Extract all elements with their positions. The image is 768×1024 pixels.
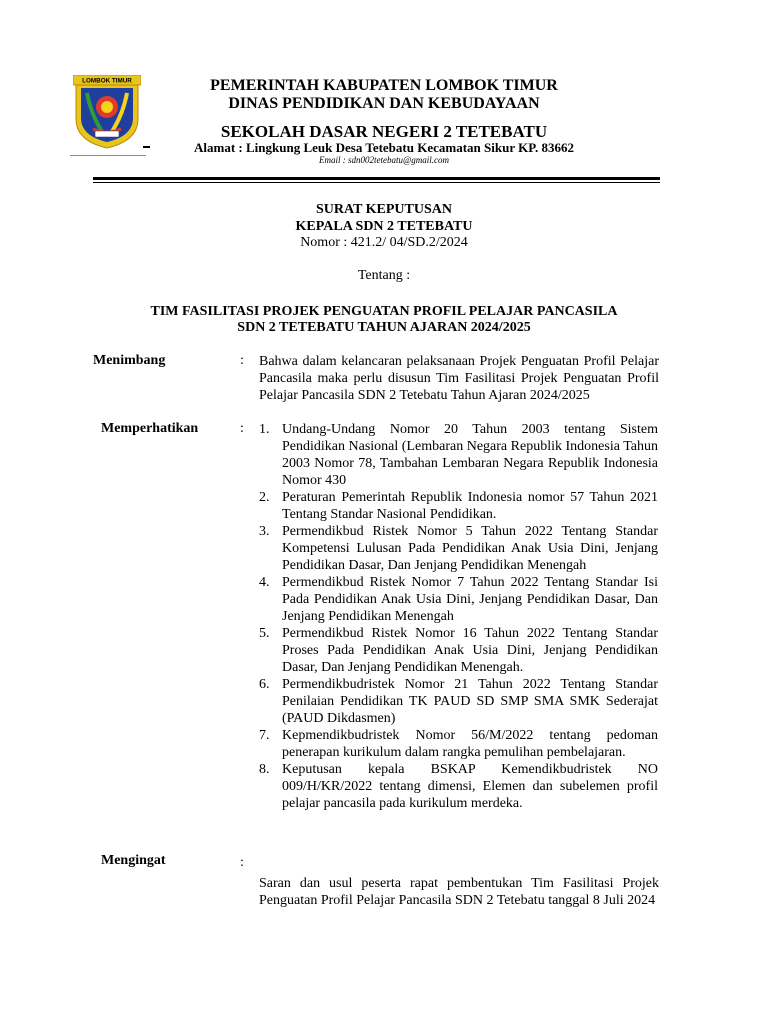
list-item-number: 5. bbox=[259, 626, 270, 641]
list-item bbox=[259, 574, 658, 625]
department-name: DINAS PENDIDIKAN DAN KEBUDAYAAN bbox=[228, 95, 540, 112]
document-number: Nomor : 421.2/ 04/SD.2/2024 bbox=[300, 235, 468, 250]
list-item-number: 2. bbox=[259, 490, 270, 505]
letterhead-divider-thin bbox=[93, 182, 660, 183]
government-name: PEMERINTAH KABUPATEN LOMBOK TIMUR bbox=[210, 77, 558, 94]
list-item-text: Permendikbud Ristek Nomor 7 Tahun 2022 Tentang Standar Isi Pada Pendidikan Anak Usia Dini, Jenjang Pendidikan Dasar, Dan Jenjang Pendidikan Menengah bbox=[282, 575, 658, 624]
list-item-number: 3. bbox=[259, 524, 270, 539]
list-item-number: 4. bbox=[259, 575, 270, 590]
list-item-number: 6. bbox=[259, 677, 270, 692]
mengingat-colon: : bbox=[240, 855, 244, 870]
list-item-number: 7. bbox=[259, 728, 270, 743]
list-item-number: 1. bbox=[259, 422, 270, 437]
list-item-number: 8. bbox=[259, 762, 270, 777]
letterhead-divider-thick bbox=[93, 177, 660, 180]
list-item-text: Permendikbud Ristek Nomor 16 Tahun 2022 Tentang Standar Proses Pada Pendidikan Anak Usia Dini, Jenjang Pendidikan Dasar, Dan Jenjang Pendidikan Menengah. bbox=[282, 626, 658, 675]
list-item-text: Permendikbudristek Nomor 21 Tahun 2022 Tentang Standar Penilaian Pendidikan TK PAUD SD SMP SMA SMK Sederajat (PAUD Dikdasmen) bbox=[282, 677, 658, 726]
list-item bbox=[259, 523, 658, 574]
list-item bbox=[259, 625, 658, 676]
document-issuer: KEPALA SDN 2 TETEBATU bbox=[295, 219, 473, 234]
about-label: Tentang : bbox=[357, 268, 411, 283]
school-name: SEKOLAH DASAR NEGERI 2 TETEBATU bbox=[220, 122, 548, 141]
memperhatikan-list bbox=[259, 421, 658, 812]
menimbang-label: Menimbang bbox=[93, 353, 166, 368]
document-type: SURAT KEPUTUSAN bbox=[315, 202, 452, 217]
memperhatikan-label: Memperhatikan bbox=[101, 421, 199, 436]
list-item bbox=[259, 421, 658, 489]
list-item-text: Keputusan kepala BSKAP Kemendikbudristek NO 009/H/KR/2022 tentang dimensi, Elemen dan subelemen profil pelajar pancasila pada kurikulum merdeka. bbox=[282, 762, 658, 811]
list-item-text: Peraturan Pemerintah Republik Indonesia nomor 57 Tahun 2021 Tentang Standar Nasional Pendidikan. bbox=[282, 490, 658, 522]
menimbang-text: Bahwa dalam kelancaran pelaksanaan Projek Penguatan Profil Pelajar Pancasila maka perlu disusun Tim Fasilitasi Projek Penguatan Profil Pelajar Pancasila SDN 2 Tetebatu Tahun Ajaran 2024/2025 bbox=[259, 354, 659, 403]
menimbang-colon: : bbox=[240, 353, 244, 368]
document-subject-line2: SDN 2 TETEBATU TAHUN AJARAN 2024/2025 bbox=[237, 320, 531, 335]
list-item-text: Permendikbud Ristek Nomor 5 Tahun 2022 Tentang Standar Kompetensi Lulusan Pada Pendidikan Anak Usia Dini, Jenjang Pendidikan Dasar, Dan Jenjang Pendidikan Menengah bbox=[282, 524, 658, 573]
school-email: Email : sdn002tetebatu@gmail.com bbox=[318, 155, 449, 165]
list-item bbox=[259, 761, 658, 812]
logo-text: LOMBOK TIMUR bbox=[82, 77, 132, 85]
memperhatikan-colon: : bbox=[240, 421, 244, 436]
list-item bbox=[259, 676, 658, 727]
mengingat-label: Mengingat bbox=[101, 853, 166, 868]
school-address: Alamat : Lingkung Leuk Desa Tetebatu Kecamatan Sikur KP. 83662 bbox=[194, 140, 574, 155]
mengingat-text: Saran dan usul peserta rapat pembentukan Tim Fasilitasi Projek Penguatan Profil Pelajar Pancasila SDN 2 Tetebatu tanggal 8 Juli 2024 bbox=[259, 876, 659, 908]
document-subject-line1: TIM FASILITASI PROJEK PENGUATAN PROFIL PELAJAR PANCASILA bbox=[150, 304, 618, 319]
list-item bbox=[259, 727, 658, 761]
list-item bbox=[259, 489, 658, 523]
list-item-text: Kepmendikbudristek Nomor 56/M/2022 tentang pedoman penerapan kurikulum dalam rangka pemulihan pembelajaran. bbox=[282, 728, 658, 760]
list-item-text: Undang-Undang Nomor 20 Tahun 2003 tentang Sistem Pendidikan Nasional (Lembaran Negara Republik Indonesia Tahun 2003 Nomor 78, Tambahan Lembaran Negara Republik Indonesia Nomor 430 bbox=[282, 422, 658, 488]
